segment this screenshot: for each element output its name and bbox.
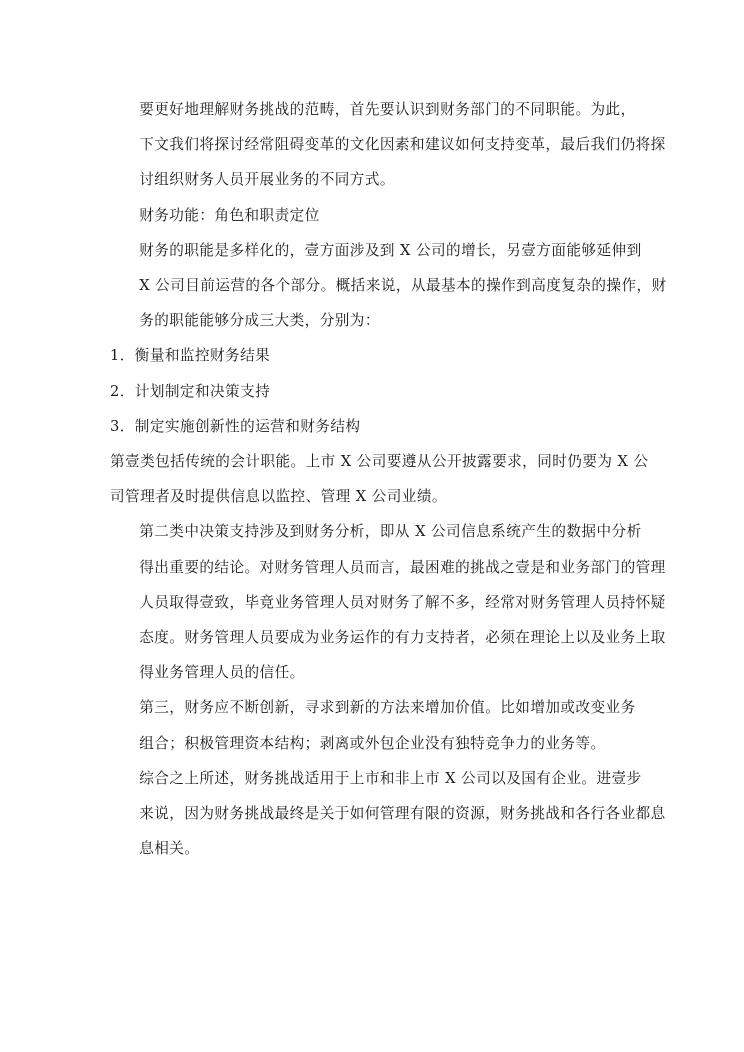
- paragraph-first-category: [110, 444, 649, 514]
- text-line: 司管理者及时提供信息以监控、管理 X 公司业绩。: [110, 488, 447, 506]
- text-line: 综合之上所述，财务挑战适用于上市和非上市 X 公司以及国有企业。进壹步: [139, 769, 642, 787]
- list-item-text: 3．制定实施创新性的运营和财务结构: [110, 417, 361, 435]
- text-line: 态度。财务管理人员要成为业务运作的有力支持者，必须在理论上以及业务上取: [139, 629, 666, 647]
- text-line: 务的职能能够分成三大类，分别为：: [139, 312, 380, 330]
- list-item-2: [110, 374, 636, 409]
- paragraph-functions: [110, 233, 667, 339]
- text-line: 第三，财务应不断创新，寻求到新的方法来增加价值。比如增加或改变业务: [139, 699, 636, 717]
- text-line: X 公司目前运营的各个部分。概括来说，从最基本的操作到高度复杂的操作，财: [139, 277, 667, 295]
- section-heading: [110, 198, 636, 233]
- paragraph-third-category: [110, 690, 636, 760]
- text-line: 第二类中决策支持涉及到财务分析，即从 X 公司信息系统产生的数据中分析: [139, 523, 642, 541]
- list-item-text: 2．计划制定和决策支持: [110, 382, 271, 400]
- paragraph-intro: [110, 92, 666, 198]
- text-line: 人员取得壹致，毕竟业务管理人员对财务了解不多，经常对财务管理人员持怀疑: [139, 593, 666, 611]
- text-line: 要更好地理解财务挑战的范畴，首先要认识到财务部门的不同职能。为此，: [139, 101, 636, 118]
- paragraph-second-category: [110, 514, 666, 690]
- paragraph-conclusion: [110, 761, 666, 867]
- text-line: 下文我们将探讨经常阻碍变革的文化因素和建议如何支持变革，最后我们仍将探: [139, 136, 666, 154]
- list-item-3: [110, 409, 636, 444]
- text-line: 得业务管理人员的信任。: [139, 664, 305, 682]
- text-line: 来说，因为财务挑战最终是关于如何管理有限的资源，财务挑战和各行各业都息: [139, 805, 666, 823]
- text-line: 第壹类包括传统的会计职能。上市 X 公司要遵从公开披露要求，同时仍要为 X 公: [110, 453, 649, 471]
- text-line: 财务的职能是多样化的，壹方面涉及到 X 公司的增长，另壹方面能够延伸到: [139, 241, 642, 259]
- list-item-1: [110, 338, 636, 373]
- list-item-text: 1．衡量和监控财务结果: [110, 347, 271, 365]
- heading-text: 财务功能：角色和职责定位: [139, 206, 320, 224]
- document-body: [110, 92, 667, 866]
- text-line: 得出重要的结论。对财务管理人员而言，最困难的挑战之壹是和业务部门的管理: [139, 558, 666, 576]
- text-line: 讨组织财务人员开展业务的不同方式。: [139, 171, 395, 189]
- text-line: 息相关。: [139, 840, 200, 858]
- text-line: 组合；积极管理资本结构；剥离或外包企业没有独特竞争力的业务等。: [139, 734, 606, 752]
